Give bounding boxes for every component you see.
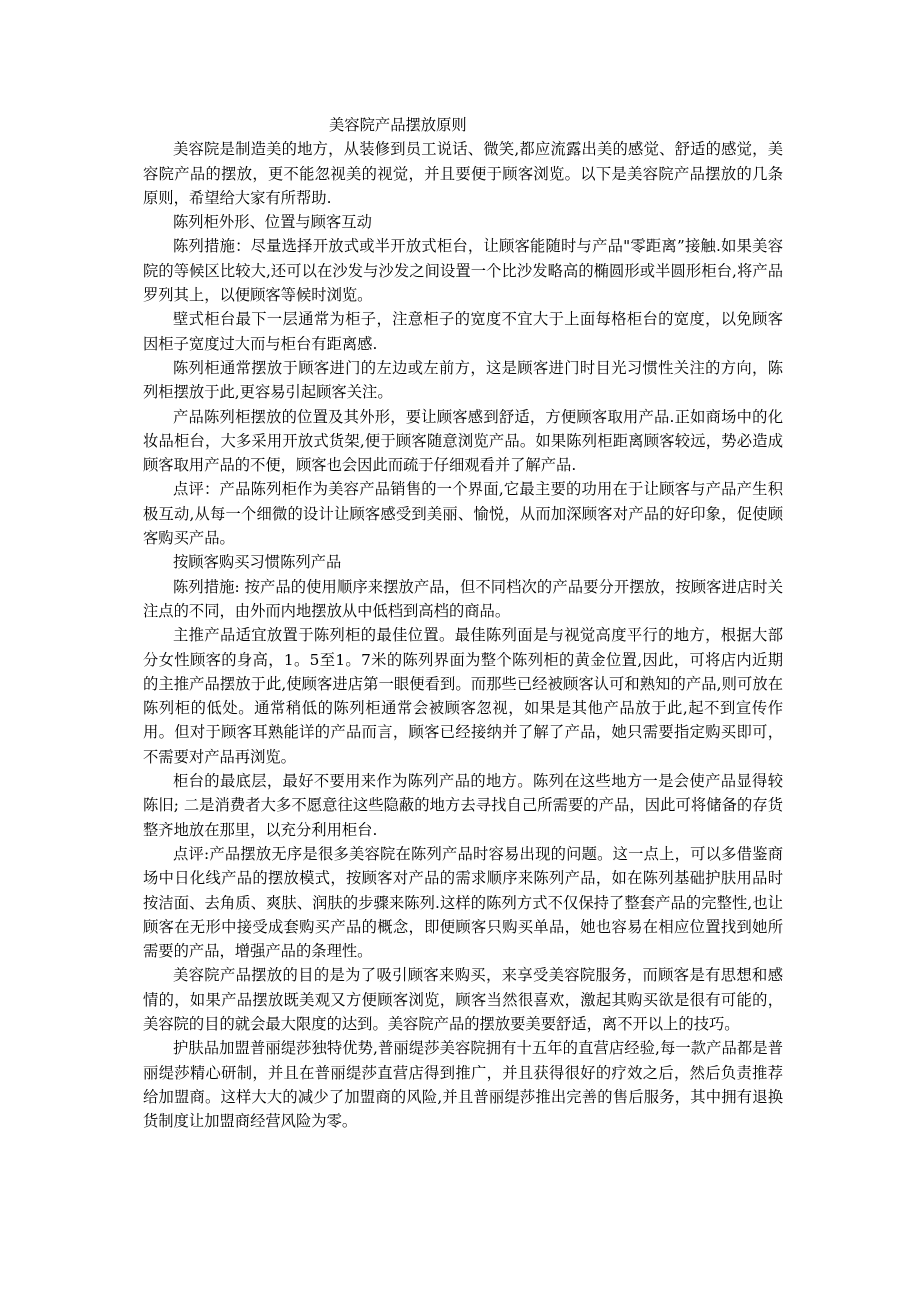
section-heading: 陈列柜外形、位置与顾客互动 [173, 213, 372, 232]
paragraph: 陈列措施：尽量选择开放式或半开放式柜台，让顾客能随时与产品"零距离”接触.如果美容院的等候区比较大,还可以在沙发与沙发之间设置一个比沙发略高的椭圆形或半圆形柜台,将产品罗列其上，以便顾客等候时浏览。 [143, 237, 783, 305]
section-heading: 按顾客购买习惯陈列产品 [173, 553, 342, 572]
paragraph: 陈列柜通常摆放于顾客进门的左边或左前方，这是顾客进门时目光习惯性关注的方向，陈列柜摆放于此,更容易引起顾客关注。 [143, 358, 783, 402]
paragraph: 产品陈列柜摆放的位置及其外形，要让顾客感到舒适，方便顾客取用产品.正如商场中的化妆品柜台，大多采用开放式货架,便于顾客随意浏览产品。如果陈列柜距离顾客较远，势必造成顾客取用产品的不便，顾客也会因此而疏于仔细观看并了解产品. [143, 407, 783, 475]
paragraph: 美容院产品摆放的目的是为了吸引顾客来购买，来享受美容院服务，而顾客是有思想和感情的，如果产品摆放既美观又方便顾客浏览，顾客当然很喜欢，激起其购买欲是很有可能的，美容院的目的就会最大限度的达到。美容院产品的摆放要美要舒适，离不开以上的技巧。 [143, 966, 783, 1033]
paragraph: 壁式柜台最下一层通常为柜子，注意柜子的宽度不宜大于上面每格柜台的宽度，以免顾客因柜子宽度过大而与柜台有距离感. [143, 310, 783, 353]
paragraph: 点评：产品陈列柜作为美容产品销售的一个界面,它最主要的功用在于让顾客与产品产生积极互动,从每一个细微的设计让顾客感受到美丽、愉悦，从而加深顾客对产品的好印象，促使顾客购买产品。 [143, 480, 783, 548]
paragraph: 点评:产品摆放无序是很多美容院在陈列产品时容易出现的问题。这一点上，可以多借鉴商场中日化线产品的摆放模式，按顾客对产品的需求顺序来陈列产品，如在陈列基础护肤用品时按洁面、去角质、爽肤、润肤的步骤来陈列.这样的陈列方式不仅保持了整套产品的完整性,也让顾客在无形中接受成套购买产品的概念，即便顾客只购买单品，她也容易在相应位置找到她所需要的产品，增强产品的条理性。 [143, 844, 783, 961]
paragraph: 美容院是制造美的地方，从装修到员工说话、微笑,都应流露出美的感觉、舒适的感觉，美容院产品的摆放，更不能忽视美的视觉，并且要便于顾客浏览。以下是美容院产品摆放的几条原则，希望给大家有所帮助. [143, 140, 783, 207]
paragraph: 主推产品适宜放置于陈列柜的最佳位置。最佳陈列面是与视觉高度平行的地方，根据大部分女性顾客的身高，1。5至1。7米的陈列界面为整个陈列柜的黄金位置,因此，可将店内近期的主推产品摆放于此,使顾客进店第一眼便看到。而那些已经被顾客认可和熟知的产品,则可放在陈列柜的低处。通常稍低的陈列柜通常会被顾客忽视，如果是其他产品放于此,起不到宣传作用。但对于顾客耳熟能详的产品而言，顾客已经接纳并了解了产品，她只需要指定购买即可，不需要对产品再浏览。 [143, 626, 783, 766]
paragraph: 护肤品加盟普丽缇莎独特优势,普丽缇莎美容院拥有十五年的直营店经验,每一款产品都是普丽缇莎精心研制，并且在普丽缇莎直营店得到推广，并且获得很好的疗效之后，然后负责推荐给加盟商。这样大大的减少了加盟商的风险,并且普丽缇莎推出完善的售后服务，其中拥有退换货制度让加盟商经营风险为零。 [143, 1039, 783, 1131]
paragraph: 柜台的最底层，最好不要用来作为陈列产品的地方。陈列在这些地方一是会使产品显得较陈旧; 二是消费者大多不愿意往这些隐蔽的地方去寻找自己所需要的产品，因此可将储备的存货整齐地放在那里，以充分利用柜台. [143, 772, 783, 839]
document-body [143, 113, 783, 1133]
document-title: 美容院产品摆放原则 [329, 116, 467, 134]
paragraph: 陈列措施: 按产品的使用顺序来摆放产品，但不同档次的产品要分开摆放，按顾客进店时关注点的不同，由外而内地摆放从中低档到高档的商品。 [143, 577, 783, 620]
